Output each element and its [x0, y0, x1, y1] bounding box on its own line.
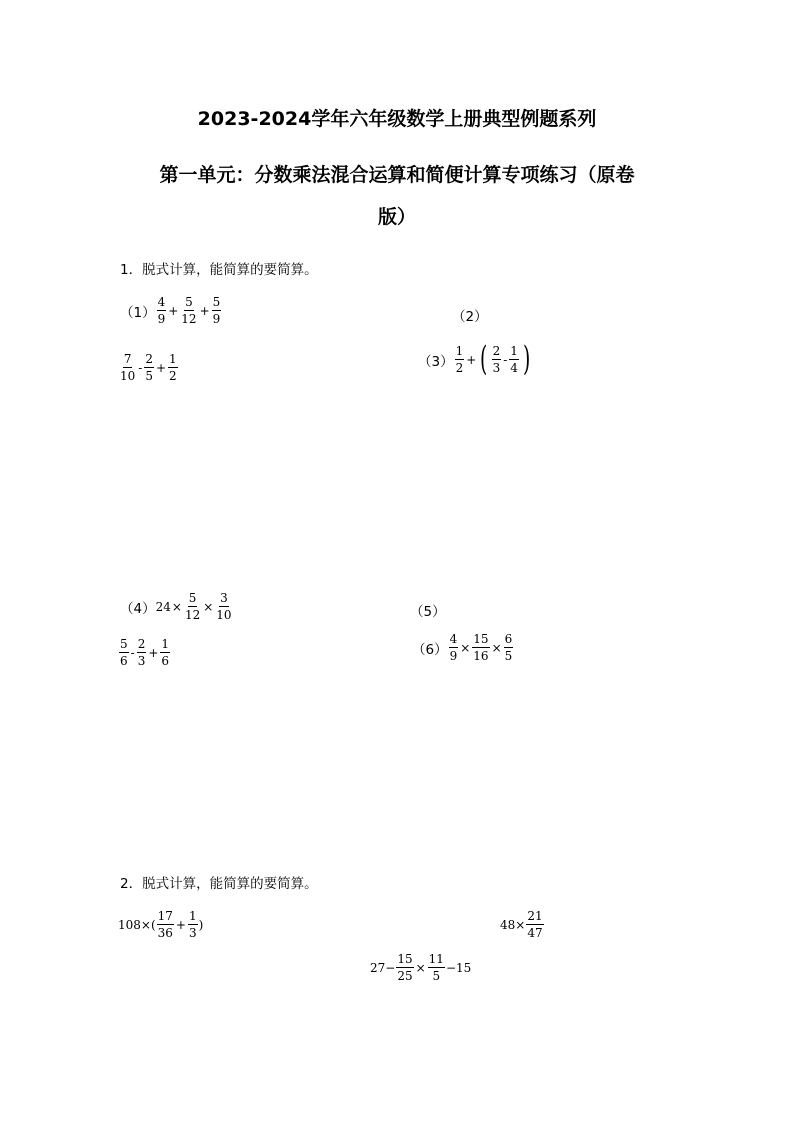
problem-2-label: （2）: [452, 309, 488, 325]
problem-4-expression: 24 × $\frac{5}{12}$ × $\frac{3}{10}$: [155, 591, 232, 622]
title-line-2: 第一单元：分数乘法混合运算和简便计算专项练习（原卷: [159, 164, 635, 186]
fraction: $\frac{5}{12}$: [181, 295, 197, 326]
fraction: $\frac{1}{3}$: [188, 909, 197, 940]
problem-5-expression: $\frac{5}{6}$ - $\frac{2}{3}$ + $\frac{1}{6}$: [120, 637, 170, 668]
fraction: $\frac{1}{2}$: [169, 352, 177, 383]
problem-1: [120, 296, 222, 325]
fraction: $\frac{1}{4}$: [510, 344, 518, 375]
fraction: $\frac{11}{5}$: [428, 952, 444, 983]
fraction: $\frac{21}{47}$: [527, 909, 543, 940]
fraction: $\frac{4}{9}$: [449, 632, 458, 663]
fraction: $\frac{5}{12}$: [184, 591, 201, 622]
fraction: $\frac{4}{9}$: [157, 295, 166, 326]
fraction: $\frac{5}{6}$: [120, 637, 128, 668]
fraction: $\frac{6}{5}$: [504, 632, 513, 663]
problem-2-expression: $\frac{7}{10}$ - $\frac{2}{5}$ + $\frac{1}{2}$: [120, 352, 177, 383]
problem-6: [412, 633, 514, 662]
fraction: $\frac{2}{5}$: [145, 352, 153, 383]
fraction: $\frac{15}{25}$: [397, 952, 413, 983]
fraction: $\frac{2}{3}$: [492, 344, 501, 375]
fraction: $\frac{7}{10}$: [120, 352, 136, 383]
fraction: $\frac{5}{9}$: [212, 295, 221, 326]
problem-3: [418, 338, 533, 379]
q2-expression-1: 108×( $\frac{17}{36}$ + $\frac{1}{3}$ ): [118, 909, 204, 940]
problem-6-label: （6）: [412, 641, 448, 658]
fraction: $\frac{2}{3}$: [137, 637, 146, 668]
fraction: $\frac{1}{6}$: [161, 637, 170, 668]
left-paren: (: [480, 338, 488, 379]
title-line-1: 2023-2024学年六年级数学上册典型例题系列: [197, 108, 597, 130]
problem-5-label: （5）: [410, 604, 446, 620]
fraction: $\frac{17}{36}$: [157, 909, 173, 940]
right-paren: ): [522, 338, 531, 379]
problem-3-label: （3）: [418, 353, 454, 370]
problem-3-expression: $\frac{1}{2}$ + ( $\frac{2}{3}$ - $\frac{1}{4}$ ): [455, 338, 531, 379]
problem-6-expression: $\frac{4}{9}$ × $\frac{15}{16}$ × $\frac{6}{5}$: [449, 632, 513, 663]
fraction: $\frac{1}{2}$: [455, 344, 464, 375]
title-line-3: 版）: [377, 206, 416, 228]
problem-1-expression: $\frac{4}{9}$ + $\frac{5}{12}$ + $\frac{5}{9}$: [157, 295, 221, 326]
problem-1-label: （1）: [120, 304, 156, 321]
problem-4-label: （4）: [120, 600, 156, 617]
problem-4: [120, 592, 234, 621]
fraction: $\frac{3}{10}$: [216, 591, 232, 622]
q2-expression-3: 27− $\frac{15}{25}$ × $\frac{11}{5}$ −15: [370, 952, 472, 983]
q2-expression-2: 48× $\frac{21}{47}$: [500, 909, 543, 940]
question-1-heading: 1．脱式计算，能简算的要简算。: [120, 262, 318, 278]
fraction: $\frac{15}{16}$: [473, 632, 489, 663]
question-2-heading: 2．脱式计算，能简算的要简算。: [120, 876, 318, 892]
